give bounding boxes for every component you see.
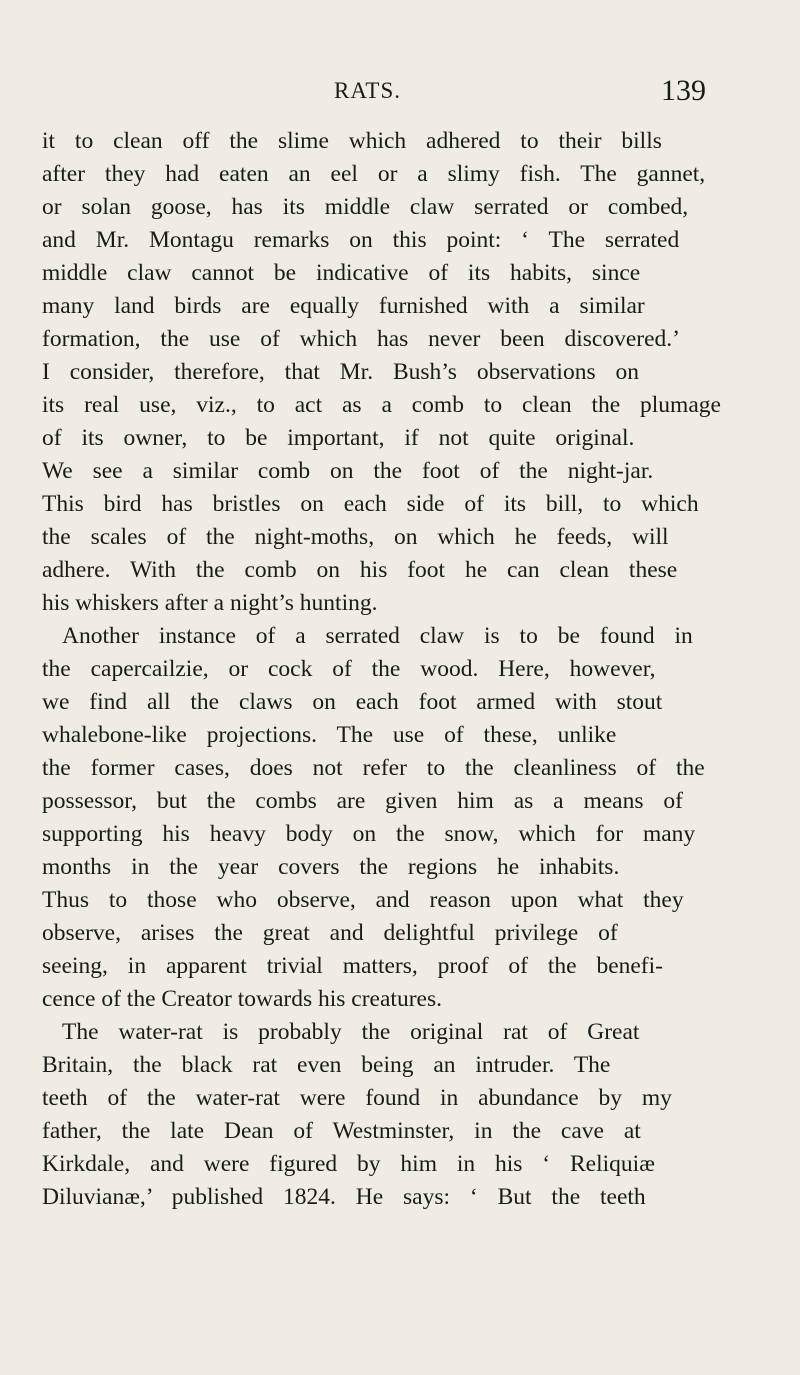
text-line: observe, arises the great and delightful privilege of [42,920,618,946]
text-line: the scales of the night-moths, on which he feeds, will [42,524,669,550]
text-line: adhere. With the comb on his foot he can clean these [42,557,678,583]
text-line: cence of the Creator towards his creatures. [42,986,442,1012]
text-line: possessor, but the combs are given him as a means of [42,788,683,814]
text-line: after they had eaten an eel or a slimy fish. The gannet, [42,161,706,187]
text-line: Diluvianæ,’ published 1824. He says: ‘ But the teeth [42,1184,646,1210]
text-line: We see a similar comb on the foot of the night-jar. [42,458,654,484]
text-line: This bird has bristles on each side of its bill, to which [42,491,699,517]
text-line: I consider, therefore, that Mr. Bush’s observations on [42,359,639,385]
running-head [334,74,706,112]
text-line: Thus to those who observe, and reason upon what they [42,887,684,913]
text-line: The water-rat is probably the original rat of Great [62,1019,640,1045]
text-line: formation, the use of which has never been discovered.’ [42,326,680,352]
text-line: its real use, viz., to act as a comb to clean the plumage [42,392,721,418]
page-number: 139 [661,74,706,107]
text-line: middle claw cannot be indicative of its habits, since [42,260,641,286]
text-line: his whiskers after a night’s hunting. [42,590,378,616]
text-line: months in the year covers the regions he inhabits. [42,854,620,880]
text-line: of its owner, to be important, if not quite original. [42,425,635,451]
text-line: whalebone-like projections. The use of these, unlike [42,722,617,748]
text-line: teeth of the water-rat were found in abundance by my [42,1085,672,1111]
text-line: it to clean off the slime which adhered to their bills [42,128,662,154]
running-head-title: RATS. [334,78,401,103]
text-line: Britain, the black rat even being an intruder. The [42,1052,611,1078]
text-line: we find all the claws on each foot armed with stout [42,689,663,715]
text-line: many land birds are equally furnished with a similar [42,293,645,319]
text-line: or solan goose, has its middle claw serrated or combed, [42,194,689,220]
text-line: Another instance of a serrated claw is to be found in [62,623,693,649]
text-line: Kirkdale, and were figured by him in his ‘ Reliquiæ [42,1151,655,1177]
text-line: the former cases, does not refer to the cleanliness of the [42,755,705,781]
text-line: and Mr. Montagu remarks on this point: ‘ The serrated [42,227,680,253]
text-line: father, the late Dean of Westminster, in the cave at [42,1118,641,1144]
text-line: supporting his heavy body on the snow, which for many [42,821,696,847]
text-line: seeing, in apparent trivial matters, proof of the benefi- [42,953,663,979]
text-line: the capercailzie, or cock of the wood. Here, however, [42,656,656,682]
